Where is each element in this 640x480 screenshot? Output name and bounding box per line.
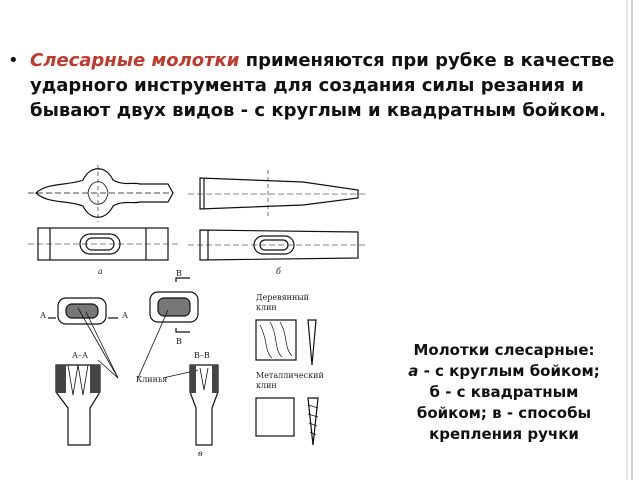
wood-wedge [256, 320, 316, 365]
caption-line-2-rest: - с круглым бойком; [418, 362, 600, 380]
label-a: а [98, 267, 103, 276]
arrow-b-bottom-label: В [176, 337, 182, 346]
hammer-a-side-view [28, 228, 178, 260]
caption-line-5: крепления ручки [429, 425, 579, 443]
heading-emphasis: Слесарные молотки [30, 50, 240, 71]
metal-wedge [256, 398, 318, 445]
eye-section-aa [48, 298, 118, 324]
hammer-b-top-view [188, 170, 368, 218]
bullet-paragraph [8, 48, 632, 123]
handle-section-bb [190, 365, 218, 445]
arrow-b-top-label: В [176, 269, 182, 278]
bullet-dot-icon: • [8, 50, 19, 71]
section-bb-label: В–В [194, 351, 210, 360]
heading-rest: применяются при рубке в качестве ударного инструмента для создания силы резания и бывают двух видов - с круглым и квадратным бойком. [30, 50, 615, 121]
caption-line-2 [384, 361, 624, 382]
hammer-figure [28, 160, 378, 460]
eye-section-bb [150, 278, 198, 332]
arrow-a-left-label: А [40, 311, 47, 320]
wood-wedge-label-2: клин [256, 303, 277, 312]
hammer-a-top-view [28, 165, 173, 222]
metal-wedge-label-2: клин [256, 381, 277, 390]
wedges-label: Клинья [136, 375, 168, 384]
caption-line-1: Молотки слесарные: [413, 341, 595, 359]
metal-wedge-label-1: Металлический [256, 371, 324, 380]
label-b: б [276, 267, 281, 276]
caption-line-3: б - с квадратным [429, 383, 579, 401]
arrow-a-right-label: А [122, 311, 129, 320]
handle-section-aa [56, 365, 100, 445]
heading-text [30, 48, 632, 123]
section-aa-label: А–А [72, 351, 89, 360]
caption-line-4: бойком; в - способы [416, 404, 592, 422]
label-v: в [198, 449, 203, 458]
hammer-b-side-view [188, 230, 368, 260]
wood-wedge-label-1: Деревянный [256, 293, 310, 302]
caption-a-letter: а [408, 362, 419, 380]
figure-caption [384, 340, 624, 445]
